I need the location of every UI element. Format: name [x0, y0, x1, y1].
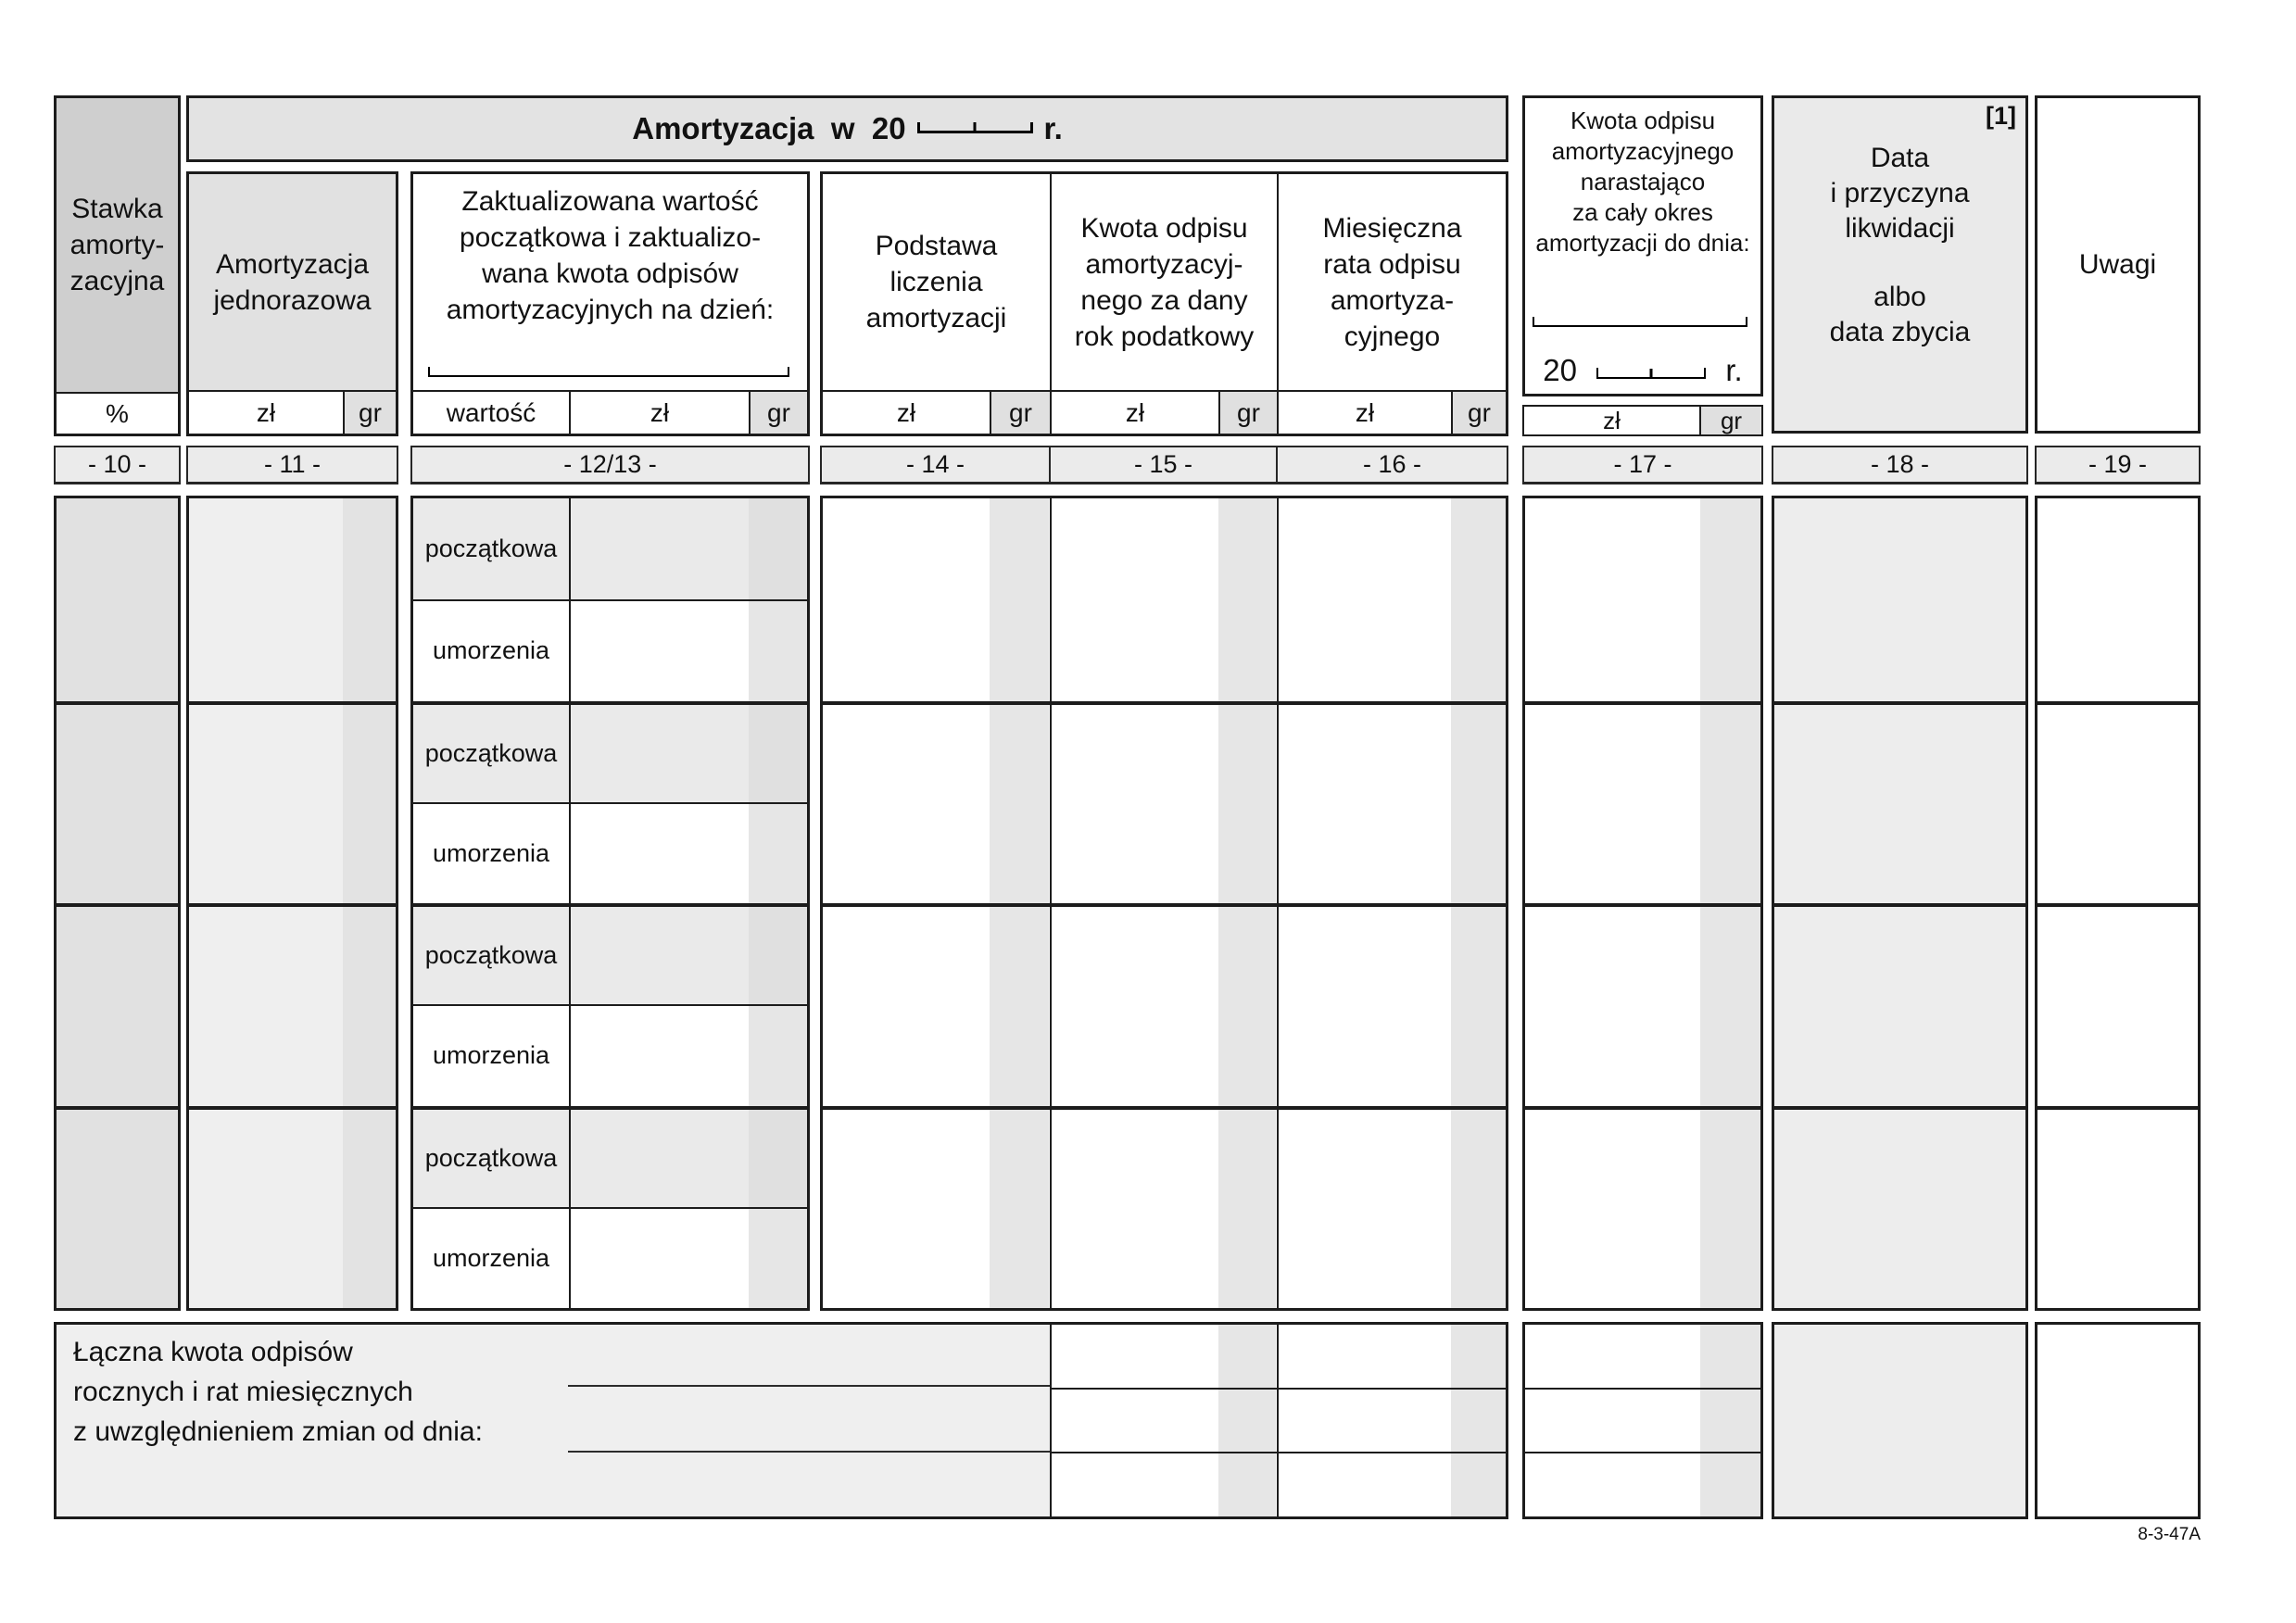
col1213-header-line: wana kwota odpisów: [482, 258, 738, 289]
col17-header-line: narastająco: [1580, 168, 1706, 195]
cell-remarks[interactable]: [2037, 701, 2198, 904]
col1213-unit-gr: gr: [749, 392, 807, 434]
cell-one-time-amortization[interactable]: [189, 903, 396, 1106]
gr-strip: [749, 498, 807, 599]
date-fill-in-line[interactable]: [568, 1385, 1050, 1387]
footer-total-frame: [54, 1322, 1508, 1519]
col-number-17: - 17 -: [1522, 446, 1763, 484]
row-initial-value: [413, 701, 807, 802]
cell-one-time-amortization[interactable]: [189, 1106, 396, 1309]
col16-header-line: rata odpisu: [1323, 248, 1461, 280]
col-number-10: - 10 -: [54, 446, 181, 484]
col18-header-top: [1774, 141, 2025, 246]
col11-unit-gr: gr: [343, 392, 396, 434]
cell-row-col14-16[interactable]: [823, 498, 1506, 701]
col16-header-line: cyjnego: [1344, 321, 1441, 352]
footer-label-line: rocznych i rat miesięcznych: [73, 1377, 413, 1407]
col17-header: [1525, 98, 1760, 258]
gr-strip: [749, 1006, 807, 1105]
cell-rate[interactable]: [57, 498, 178, 701]
row-label-initial: początkowa: [413, 705, 571, 802]
row-label-initial: początkowa: [413, 907, 571, 1004]
cell-initial-value[interactable]: [571, 1110, 807, 1207]
col19-header-label: Uwagi: [2078, 249, 2157, 280]
col16-header-line: Miesięczna: [1322, 212, 1462, 244]
col14-16-unit-row: [823, 392, 1506, 434]
row-redemption-value: [413, 802, 807, 903]
col17-header-line: amortyzacji do dnia:: [1535, 229, 1750, 257]
col-number-18: - 18 -: [1772, 446, 2028, 484]
cell-rate[interactable]: [57, 903, 178, 1106]
cell-row-col14-16[interactable]: [823, 701, 1506, 904]
col17-header-line: Kwota odpisu: [1570, 107, 1716, 134]
col17-header-line: amortyzacyjnego: [1551, 137, 1735, 165]
footnote-marker: [1]: [1986, 102, 2016, 130]
col11-header: [189, 174, 396, 392]
footer-cell-col16[interactable]: [1277, 1390, 1506, 1453]
cell-one-time-amortization[interactable]: [189, 498, 396, 701]
cell-rate[interactable]: [57, 701, 178, 904]
col14-16-header-frame: [820, 171, 1508, 436]
col14-header-line: liczenia: [889, 267, 983, 297]
cell-redemption-value[interactable]: [571, 1006, 807, 1105]
banner-title-text: Amortyzacja w 20: [632, 111, 906, 145]
body-col10-frame: [54, 496, 181, 1311]
col1213-header-line: Zaktualizowana wartość: [461, 186, 759, 217]
col11-unit-zl: zł: [256, 397, 276, 427]
row-initial-value: [413, 1106, 807, 1207]
col17-unit-gr: gr: [1699, 407, 1761, 434]
row-label-redemption: umorzenia: [413, 1209, 571, 1308]
cell-redemption-value[interactable]: [571, 804, 807, 903]
gr-strip: [749, 705, 807, 802]
banner-title-suffix: r.: [1043, 111, 1063, 145]
col1213-header-line: amortyzacyjnych na dzień:: [446, 295, 775, 325]
col-number-15: - 15 -: [1049, 447, 1276, 482]
col19-header-frame: [2035, 95, 2201, 434]
amortization-year-banner: [186, 95, 1508, 162]
cell-initial-value[interactable]: [571, 705, 807, 802]
body-col19-frame: [2035, 496, 2201, 1311]
row-label-redemption: umorzenia: [413, 804, 571, 903]
cell-cumulative-amount[interactable]: [1525, 701, 1760, 904]
cell-row-col14-16[interactable]: [823, 903, 1506, 1106]
row-label-redemption: umorzenia: [413, 1006, 571, 1105]
date-fill-in-line[interactable]: [428, 367, 789, 377]
cell-redemption-value[interactable]: [571, 601, 807, 700]
col18-header-bottom: [1774, 280, 2025, 350]
footer-col19-cell[interactable]: [2035, 1322, 2201, 1519]
row-initial-value: [413, 498, 807, 599]
col1213-header: [413, 174, 807, 392]
year-fill-in-boxes[interactable]: [1596, 368, 1706, 379]
year-fill-in-boxes[interactable]: [917, 122, 1033, 133]
cell-liquidation-date[interactable]: [1774, 1106, 2025, 1309]
form-code: 8-3-47A: [2138, 1525, 2201, 1544]
col-number-14-16: [820, 446, 1508, 484]
row-redemption-value: [413, 1207, 807, 1308]
col10-header-line: amorty-: [69, 230, 165, 260]
col-number-12-13: - 12/13 -: [410, 446, 810, 484]
body-col18-frame: [1772, 496, 2028, 1311]
row-label-redemption: umorzenia: [413, 601, 571, 700]
year-suffix: r.: [1725, 353, 1743, 387]
col15-header-line: nego za dany: [1080, 284, 1248, 316]
col10-header-frame: [54, 95, 181, 436]
body-col14-16-frame: [820, 496, 1508, 1311]
col18-header-line: i przyczyna: [1830, 178, 1970, 208]
footer-label-line: Łączna kwota odpisów: [73, 1337, 353, 1367]
col17-header-frame: [1522, 95, 1763, 396]
footer-col17-frame: [1522, 1322, 1763, 1519]
col18-header-line: albo: [1873, 282, 1926, 312]
col15-header-line: Kwota odpisu: [1080, 212, 1248, 244]
cell-rate[interactable]: [57, 1106, 178, 1309]
col15-unit-gr: gr: [1218, 392, 1277, 434]
cell-one-time-amortization[interactable]: [189, 701, 396, 904]
col-number-16: - 16 -: [1276, 447, 1507, 482]
col18-header-line: likwidacji: [1845, 213, 1955, 244]
row-redemption-value: [413, 1004, 807, 1105]
date-fill-in-line[interactable]: [1533, 317, 1747, 327]
cell-remarks[interactable]: [2037, 903, 2198, 1106]
col17-unit-zl: zł: [1603, 406, 1621, 434]
col-number-14: - 14 -: [905, 450, 965, 478]
cell-row-col14-16[interactable]: [823, 1106, 1506, 1309]
cell-redemption-value[interactable]: [571, 1209, 807, 1308]
footer-cell-col16[interactable]: [1277, 1325, 1506, 1388]
col15-header-line: amortyzacyj-: [1085, 248, 1243, 280]
cell-liquidation-date[interactable]: [1774, 498, 2025, 701]
col14-header-line: Podstawa: [875, 231, 998, 261]
col-number-11: - 11 -: [186, 446, 398, 484]
row-label-initial: początkowa: [413, 498, 571, 599]
cell-cumulative-amount[interactable]: [1525, 903, 1760, 1106]
footer-cell-col15[interactable]: [1050, 1453, 1277, 1516]
col15-unit-zl: zł: [1125, 397, 1145, 427]
cell-remarks[interactable]: [2037, 1106, 2198, 1309]
col15-header: [1052, 174, 1277, 390]
col18-header-frame: [1772, 95, 2028, 434]
footer-cell-col17[interactable]: [1525, 1325, 1760, 1388]
col14-unit-gr: gr: [990, 392, 1050, 434]
column-divider: [1277, 174, 1279, 434]
body-col11-frame: [186, 496, 398, 1311]
gr-strip: [749, 1110, 807, 1207]
col14-header-line: amortyzacji: [865, 303, 1007, 333]
col10-unit-percent: %: [57, 394, 178, 434]
col17-unit-frame: [1522, 405, 1763, 436]
col11-header-line: Amortyzacja: [215, 248, 370, 280]
cell-liquidation-date[interactable]: [1774, 701, 2025, 904]
body-col17-frame: [1522, 496, 1763, 1311]
column-divider: [1050, 174, 1052, 434]
cell-cumulative-amount[interactable]: [1525, 1106, 1760, 1309]
col10-header-line: Stawka: [71, 194, 163, 224]
date-fill-in-line[interactable]: [568, 1451, 1050, 1453]
col17-year-row: [1525, 353, 1760, 388]
col1213-unit-row: [413, 392, 807, 434]
col1213-header-frame: [410, 171, 810, 436]
gr-strip: [749, 1209, 807, 1308]
col1213-header-line: początkowa i zaktualizo-: [459, 222, 762, 253]
col1213-unit-zl: zł: [650, 397, 670, 427]
year-prefix: 20: [1543, 353, 1578, 387]
col17-header-line: za cały okres: [1572, 198, 1713, 226]
footer-label-line: z uwzględnieniem zmian od dnia:: [73, 1416, 483, 1447]
col-number-19: - 19 -: [2035, 446, 2201, 484]
footer-cell-col17[interactable]: [1525, 1452, 1760, 1516]
col18-header-line: Data: [1870, 143, 1930, 173]
col14-unit-zl: zł: [896, 397, 916, 427]
row-label-initial: początkowa: [413, 1110, 571, 1207]
col11-header-frame: [186, 171, 398, 436]
col11-unit-row: [189, 392, 396, 434]
col10-header: [57, 98, 178, 394]
cell-liquidation-date[interactable]: [1774, 903, 2025, 1106]
col16-header-line: amortyza-: [1330, 284, 1455, 316]
cell-cumulative-amount[interactable]: [1525, 498, 1760, 701]
col10-header-line: zacyjna: [69, 266, 165, 296]
footer-cell-col15[interactable]: [1050, 1390, 1277, 1453]
gr-strip: [749, 601, 807, 700]
col16-unit-zl: zł: [1355, 397, 1375, 427]
col11-header-line: jednorazowa: [213, 284, 372, 316]
col16-unit-gr: gr: [1451, 392, 1506, 434]
footer-label: [73, 1332, 483, 1452]
column-divider: [1050, 1325, 1052, 1516]
footer-col18-cell[interactable]: [1772, 1322, 2028, 1519]
col1213-unit-value: wartość: [413, 392, 571, 434]
body-col1213-frame: [410, 496, 810, 1311]
cell-initial-value[interactable]: [571, 907, 807, 1004]
col15-header-line: rok podatkowy: [1074, 321, 1255, 352]
cell-remarks[interactable]: [2037, 498, 2198, 701]
column-divider: [1277, 1325, 1279, 1516]
col16-header: [1279, 174, 1506, 390]
row-redemption-value: [413, 599, 807, 700]
footer-cell-col16[interactable]: [1277, 1453, 1506, 1516]
cell-initial-value[interactable]: [571, 498, 807, 599]
col14-header: [823, 174, 1050, 390]
gr-strip: [749, 907, 807, 1004]
footer-cell-col15[interactable]: [1050, 1325, 1277, 1388]
row-initial-value: [413, 903, 807, 1004]
gr-strip: [749, 804, 807, 903]
col18-header-line: data zbycia: [1829, 317, 1971, 347]
footer-cell-col17[interactable]: [1525, 1388, 1760, 1453]
